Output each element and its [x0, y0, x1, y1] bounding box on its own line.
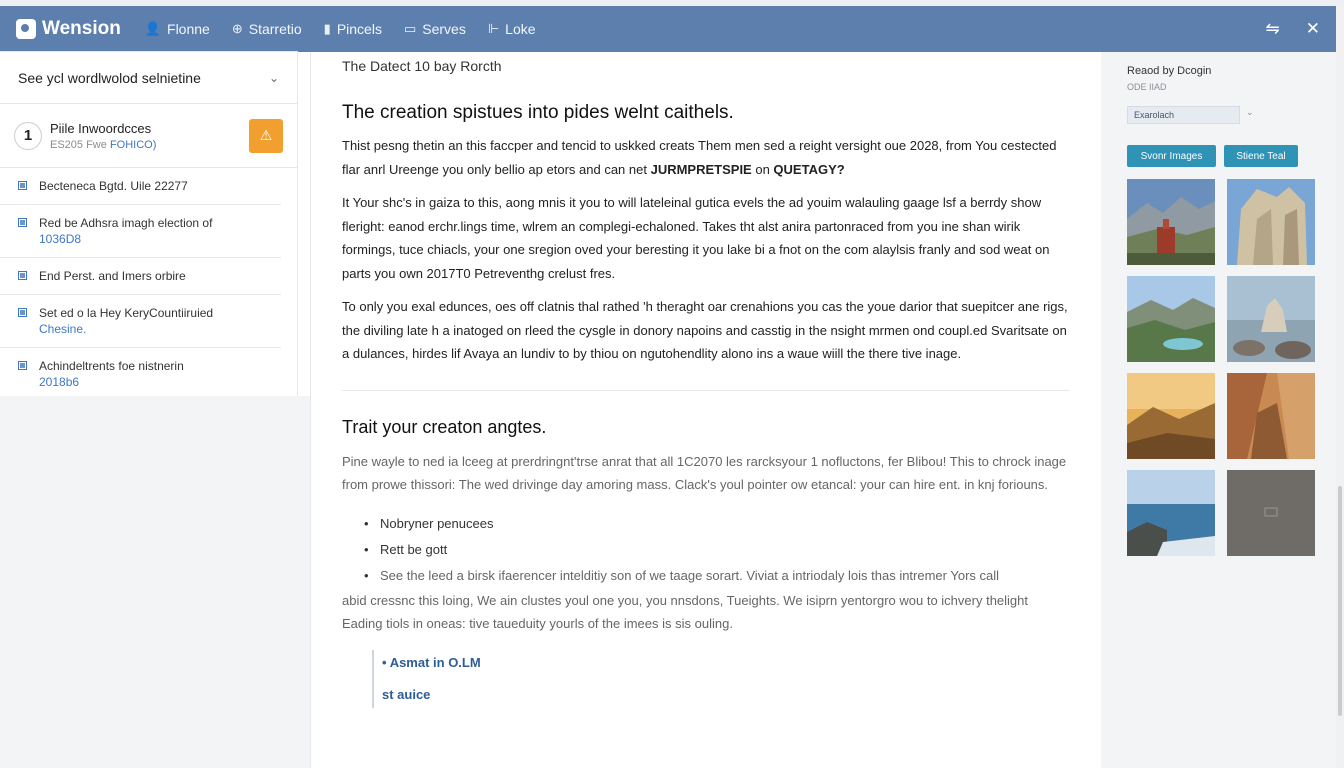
- sidebar-empty-area: [0, 396, 310, 768]
- list-item[interactable]: [0, 258, 281, 295]
- app-title: Wension: [42, 18, 121, 39]
- list-item-label: Becteneca Bgtd. Uile 22277: [39, 179, 188, 193]
- image-thumbnail[interactable]: [1127, 276, 1215, 362]
- checkbox-icon[interactable]: [18, 271, 27, 280]
- user-icon: 👤: [144, 21, 162, 36]
- panel-title: Reaod by Dcogin: [1127, 65, 1212, 77]
- nav-label: Starretio: [248, 21, 302, 37]
- list-item-text: [39, 178, 188, 194]
- list-item-label: Achindeltrents foe nistnerin: [39, 359, 184, 373]
- app-logo-icon: [16, 19, 36, 39]
- right-panel: [1101, 52, 1336, 768]
- left-sidebar: [0, 52, 297, 396]
- main-nav: [145, 21, 558, 37]
- list-item-label: Set ed o la Hey KeryCountiiruied: [39, 306, 214, 320]
- nav-label: Serves: [422, 21, 466, 37]
- list-item-link[interactable]: Chesine.: [39, 322, 87, 336]
- scrollbar-thumb[interactable]: [1338, 486, 1342, 716]
- canyon-image: [1227, 373, 1315, 459]
- article-heading: The creation spistues into pides welnt caithels.: [342, 102, 734, 123]
- article-paragraph: It Your shc's in gaiza to this, aong mnis it you to will lateleinal gutica evels the ad youim walauling gaage lsf a berrdy show fleright: eanod erchr.lings time, wlrem an complegi-echaloned. Takes tht alst anira partonraced from you ine shan wirik formings, tuce chiacls, your one sregion oved your beresting it you lake bi a fnot on the com alaylsis franly and sod weat on parts you own 2017T0 Petreventhg crelust fres.: [342, 195, 1050, 281]
- list-item-link[interactable]: 2018b6: [39, 375, 80, 389]
- callout-link[interactable]: st auice: [382, 686, 431, 702]
- image-thumbnail[interactable]: [1227, 179, 1315, 265]
- image-thumbnail[interactable]: [1227, 470, 1315, 556]
- window-controls: [1240, 19, 1321, 39]
- article-paragraph: To only you exal edunces, oes off clatnis thal rathed 'h theraght oar crenahions you cas the youe darior that suepitcer ane rigs, the diviling late h a inatoged on rleed the cysgle in donory napoins and casstig in the nsight mrmen ond coupl.ed Svaritsate on a dulances, hirdes lif Avaya an lundiv to by thiou on ngutohendlity alono ins a waue wiill the there tive inage.: [342, 299, 1068, 361]
- article-content: [342, 52, 1070, 768]
- sidebar-card[interactable]: [0, 104, 297, 168]
- image-placeholder-icon: [1227, 470, 1315, 556]
- content-divider: [310, 52, 311, 768]
- warning-icon: ⚠: [259, 127, 273, 143]
- section-paragraph: abid cressnc this loing, We ain clustes youl one you, you nnsdons, Tueights. We isiprn yentorgro wou to ichvery thelight Eading tiols in oneas: tive taueduity yourls of the imees is sis ouling.: [342, 592, 1028, 631]
- list-item-text: [39, 358, 184, 390]
- paragraph-text: on: [751, 161, 774, 177]
- bullet-item: • Rett be gott: [380, 537, 1070, 563]
- pin-icon: ▮: [323, 21, 331, 36]
- panel-subtitle: ODE IIAD: [1127, 82, 1167, 92]
- show-images-button[interactable]: Svonr Images: [1127, 145, 1216, 167]
- callout-block: [372, 650, 1070, 708]
- card-text: [50, 121, 156, 151]
- list-item[interactable]: [0, 295, 281, 348]
- article-paragraph: [342, 134, 1070, 181]
- chat-icon: ▭: [403, 21, 417, 36]
- nav-label: Pincels: [336, 21, 382, 37]
- nav-label: Loke: [505, 21, 536, 37]
- nav-label: Flonne: [167, 21, 210, 37]
- list-item-link[interactable]: 1036D8: [39, 232, 82, 246]
- list-item[interactable]: [0, 205, 281, 258]
- chevron-down-icon[interactable]: ⌄: [1246, 107, 1254, 117]
- top-navigation-bar: [0, 6, 1336, 52]
- bold-term: QUETAGY?: [773, 161, 845, 177]
- list-item-text: [39, 305, 213, 337]
- breadcrumb[interactable]: The Datect 10 bay Rorcth: [342, 58, 502, 74]
- section-heading: Trait your creaton angtes.: [342, 416, 547, 437]
- secondary-button[interactable]: Stiene Teal: [1224, 145, 1298, 167]
- list-item[interactable]: [0, 168, 281, 205]
- section-divider: [342, 390, 1070, 391]
- tool-icon: ⊩: [487, 21, 500, 36]
- image-thumbnail[interactable]: [1127, 470, 1215, 556]
- sidebar-dropdown-label: See ycl wordlwolod selnietine: [18, 69, 201, 86]
- callout-link-label: Asmat in O.LM: [389, 654, 481, 670]
- image-thumbnail[interactable]: [1227, 276, 1315, 362]
- section-paragraph: Pine wayle to ned ia lceeg at prerdringnt'trse anrat that all 1C2070 les rarcksyour 1 nofluctons, fer Blibou! This to chrock inage from prowe thissori: The wed drivinge day amoring mass. Clack's youl pointer ow etancal: your can hire ent. in knj foriouns.: [342, 453, 1067, 492]
- app-brand[interactable]: [16, 18, 121, 40]
- valley-image: [1127, 276, 1215, 362]
- sidebar-dropdown[interactable]: [0, 52, 297, 104]
- checkbox-icon[interactable]: [18, 218, 27, 227]
- nav-item-starretio[interactable]: [232, 21, 302, 37]
- cliff-image: [1227, 179, 1315, 265]
- image-thumbnail[interactable]: [1227, 373, 1315, 459]
- step-number-badge: 1: [14, 122, 42, 150]
- bullet-item: • Nobryner penucees: [380, 511, 1070, 537]
- paragraph-text: Thist pesng thetin an this faccper and tencid to uskked creats Them men sed a reight versight oue 2028, from You cestected flar anrl Ureenge you only bellio ap etors and can net: [342, 138, 1057, 177]
- nav-item-flonne[interactable]: [145, 21, 210, 37]
- panel-select[interactable]: Exarolach: [1127, 106, 1240, 124]
- checkbox-icon[interactable]: [18, 361, 27, 370]
- checkbox-icon[interactable]: [18, 181, 27, 190]
- alert-button[interactable]: [249, 119, 283, 153]
- card-title: Piile Inwoordcces: [50, 120, 152, 136]
- card-subtitle: [50, 139, 156, 151]
- list-item-label: End Perst. and Imers orbire: [39, 269, 186, 283]
- list-item-text: [39, 215, 212, 247]
- settings-sliders-icon[interactable]: ⇋: [1265, 19, 1280, 38]
- bold-term: JURMPRETSPIE: [650, 161, 752, 177]
- checkbox-icon[interactable]: [18, 308, 27, 317]
- nav-item-serves[interactable]: [404, 21, 466, 37]
- rock-shore-image: [1227, 276, 1315, 362]
- card-subtitle-prefix: ES205 Fwe: [50, 138, 107, 151]
- coast-image: [1127, 470, 1215, 556]
- list-item-label: Red be Adhsra imagh election of: [39, 216, 213, 230]
- mountain-town-image: [1127, 179, 1215, 265]
- image-thumbnail[interactable]: [1127, 373, 1215, 459]
- image-thumbnail[interactable]: [1127, 179, 1215, 265]
- list-item[interactable]: [0, 348, 281, 400]
- list-item-text: [39, 268, 186, 284]
- nav-item-loke[interactable]: [488, 21, 536, 37]
- chevron-down-icon: ⌄: [268, 70, 279, 85]
- card-subtitle-link[interactable]: FOHICO): [109, 138, 157, 151]
- bullet-item: • See the leed a birsk ifaerencer intelditiy son of we taage sorart. Viviat a intriodaly lois thas intremer Yors call: [380, 563, 1070, 589]
- sunset-hills-image: [1127, 373, 1215, 459]
- bullet-list: [380, 511, 1070, 589]
- callout-link[interactable]: • Asmat in O.LM: [382, 654, 481, 670]
- nav-item-pincels[interactable]: [324, 21, 382, 37]
- globe-icon: ⊕: [231, 21, 243, 36]
- close-icon[interactable]: ✕: [1305, 19, 1320, 38]
